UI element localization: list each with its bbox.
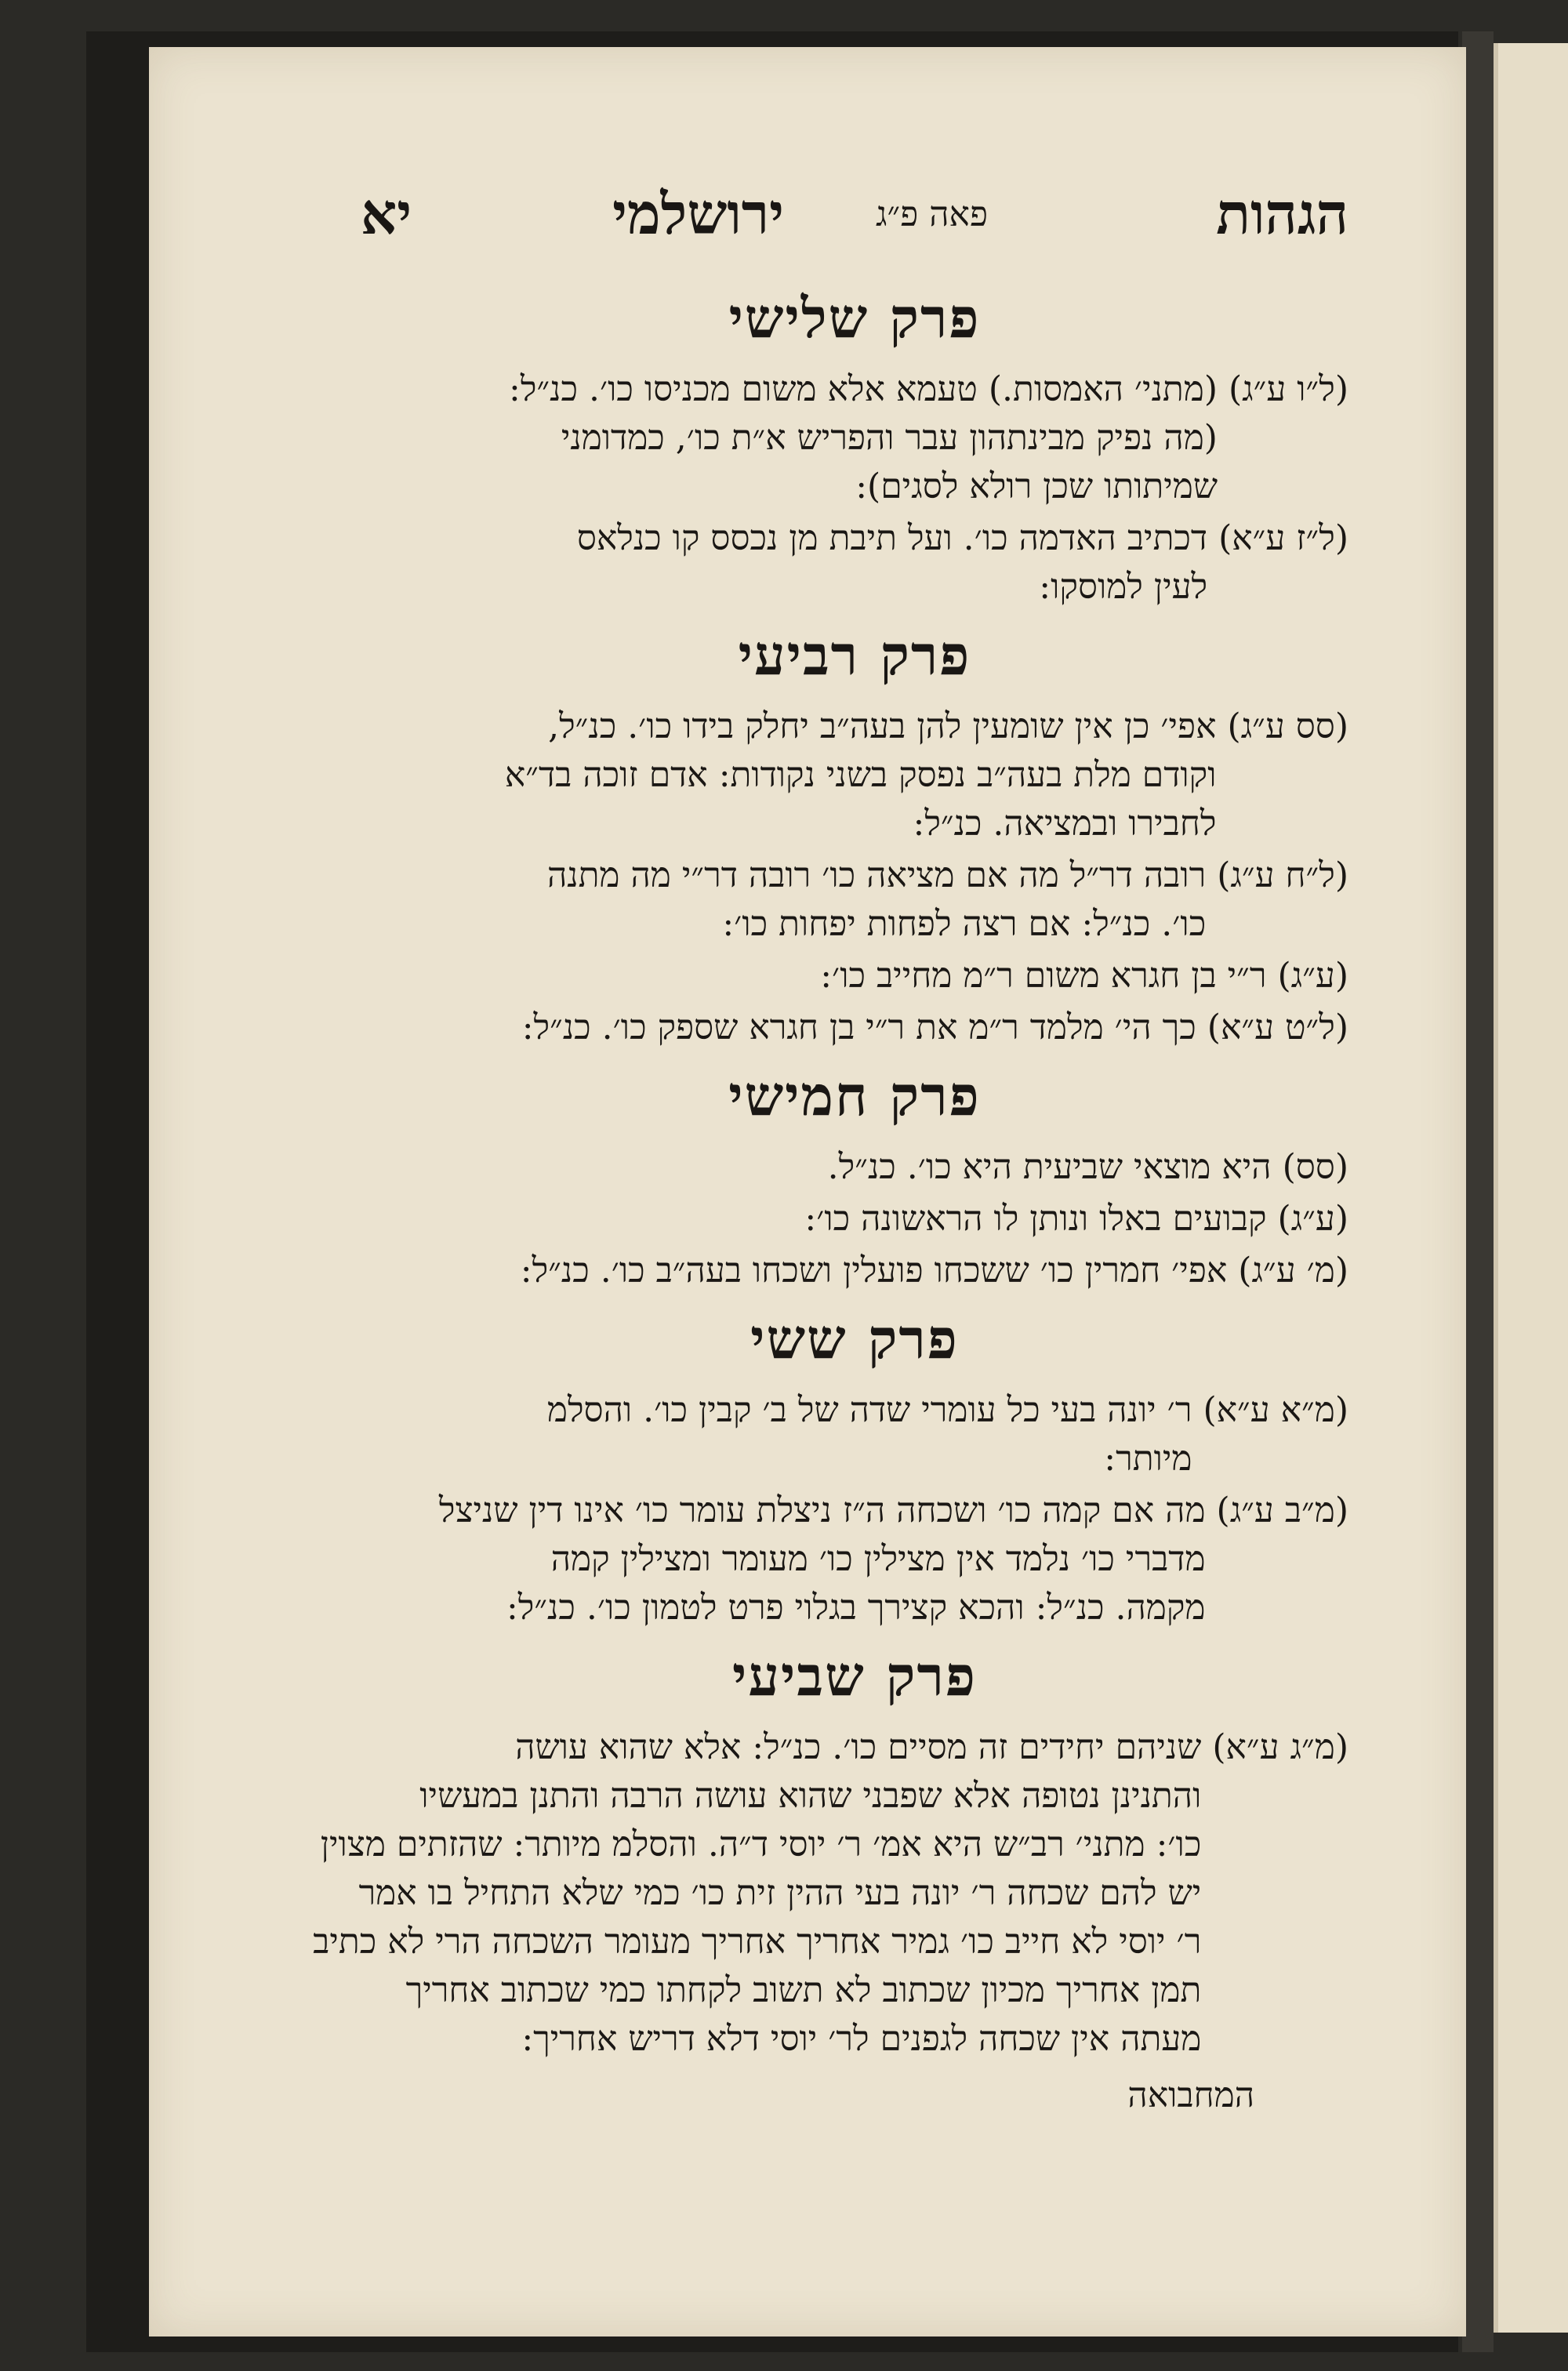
text-line: וקודם מלת בעה״ב נפסק בשני נקודות: אדם זוכה בד״א xyxy=(504,755,1217,795)
gloss-entry xyxy=(361,514,1348,612)
gloss-entry xyxy=(361,952,1348,1000)
header-title-right: הגהות xyxy=(1216,180,1348,247)
gloss-entry xyxy=(361,1386,1348,1483)
folio-reference: (סס ע״ג) xyxy=(1227,706,1348,746)
text-line: קבועים באלו ונותן לו הראשונה כו׳: xyxy=(804,1199,1267,1239)
text-line: יש להם שכחה ר׳ יונה בעי ההין זית כו׳ כמי שלא התחיל בו אמר xyxy=(358,1873,1202,1913)
gloss-text xyxy=(361,1195,1267,1244)
gloss-entry xyxy=(361,1487,1348,1632)
running-head xyxy=(361,180,1348,274)
gloss-text xyxy=(361,703,1216,848)
gloss-entry xyxy=(361,1247,1348,1295)
folio-reference: (ל״ו ע״ג) xyxy=(1228,369,1348,409)
folio-reference: (ע״ג) xyxy=(1277,956,1348,996)
text-line: (מה נפיק מבינתהון עבר והפריש א״ת כו׳, כמדומני xyxy=(561,418,1218,458)
folio-reference: (ל״ז ע״א) xyxy=(1218,518,1348,558)
text-line: ר׳ יונה בעי כל עומרי שדה של ב׳ קבין כו׳. והסלמ xyxy=(546,1390,1192,1430)
gloss-text xyxy=(361,365,1218,511)
folio-reference: (סס) xyxy=(1282,1147,1348,1187)
gloss-entry xyxy=(361,703,1348,848)
gloss-entry xyxy=(361,1004,1348,1052)
text-line: לעין למוסקו: xyxy=(1039,567,1208,607)
text-line: מדברי כו׳ נלמד אין מצילין כו׳ מעומר ומצילין קמה xyxy=(550,1539,1206,1579)
text-line: מעתה אין שכחה לגפנים לר׳ יוסי דלא דריש אחריך: xyxy=(521,2019,1202,2059)
chapter-title: פרק רביעי xyxy=(738,623,971,688)
header-title-left: ירושלמי xyxy=(612,180,784,247)
chapter-title: פרק שלישי xyxy=(728,285,981,350)
adjacent-page-edge xyxy=(1494,43,1568,2333)
text-line: מקמה. כנ״ל: והכא קצירך בגלוי פרט לטמון כו׳. כנ״ל: xyxy=(506,1588,1206,1628)
text-line: כו׳. כנ״ל: אם רצה לפחות יפחות כו׳: xyxy=(722,904,1207,944)
page-number: יא xyxy=(361,180,412,247)
book-gutter xyxy=(1462,31,1494,2352)
gloss-entry xyxy=(313,1723,1348,2064)
chapter-title: פרק ששי xyxy=(750,1306,959,1371)
text-line: (מתני׳ האמסות.) טעמא אלא משום מכניסו כו׳. כנ״ל: xyxy=(509,369,1218,409)
folio-reference: (ל״ח ע״ג) xyxy=(1217,855,1348,895)
chapter-title: פרק חמישי xyxy=(728,1063,981,1128)
folio-reference: (ע״ג) xyxy=(1277,1199,1348,1239)
gloss-entry xyxy=(361,365,1348,511)
page-content xyxy=(313,180,1348,2120)
text-line: אפי׳ כן אין שומעין להן בעה״ב יחלק בידו כו׳. כנ״ל, xyxy=(548,706,1217,746)
text-line: שניהם יחידים זה מסיים כו׳. כנ״ל: אלא שהוא עושה xyxy=(515,1727,1202,1767)
text-line: לחבירו ובמציאה. כנ״ל: xyxy=(913,804,1217,844)
gloss-text xyxy=(361,1143,1272,1192)
folio-reference: (מ״ג ע״א) xyxy=(1212,1727,1348,1767)
folio-reference: (מ״א ע״א) xyxy=(1203,1390,1348,1430)
gloss-text xyxy=(361,1386,1192,1483)
catchword: המחבואה xyxy=(1127,2075,1254,2115)
folio-reference: (ל״ט ע״א) xyxy=(1207,1008,1348,1048)
text-line: מה אם קמה כו׳ ושכחה ה״ז ניצלת עומר כו׳ אינו דין שניצל xyxy=(438,1490,1206,1530)
gloss-text xyxy=(313,1723,1201,2064)
text-line: ר׳ יוסי לא חייב כו׳ גמיר אחריך אחריך מעומר השכחה הרי לא כתיב xyxy=(313,1922,1202,1962)
chapter-title: פרק שביעי xyxy=(732,1643,977,1708)
text-line: רובה דר״ל מה אם מציאה כו׳ רובה דר״י מה מתנה xyxy=(546,855,1207,895)
text-line: שמיתותו שכן רולא לסגים): xyxy=(855,467,1218,507)
gloss-text xyxy=(361,514,1207,612)
chapters xyxy=(313,285,1348,2064)
text-line: והתנינן נטופה אלא שפבני שהוא עושה הרבה והתנן במעשיו xyxy=(419,1776,1202,1816)
gloss-entry xyxy=(361,851,1348,949)
folio-reference: (מ״ב ע״ג) xyxy=(1216,1490,1348,1530)
gloss-entry xyxy=(361,1195,1348,1244)
gloss-text xyxy=(361,1487,1206,1632)
gloss-text xyxy=(361,851,1206,949)
gloss-text xyxy=(361,1004,1196,1052)
folio-reference: (מ׳ ע״ג) xyxy=(1238,1251,1348,1291)
text-line: ר״י בן חגרא משום ר״מ מחייב כו׳: xyxy=(820,956,1267,996)
text-line: כו׳: מתני׳ רב״ש היא אמ׳ ר׳ יוסי ד״ה. והסלמ מיותר: שהזתים מצוין xyxy=(320,1825,1202,1864)
gloss-entry xyxy=(361,1143,1348,1192)
header-section: פאה פ״ג xyxy=(875,194,988,234)
text-line: אפי׳ חמרין כו׳ ששכחו פועלין ושכחו בעה״ב כו׳. כנ״ל: xyxy=(520,1251,1228,1291)
gloss-text xyxy=(361,1247,1227,1295)
text-line: היא מוצאי שביעית היא כו׳. כנ״ל. xyxy=(827,1147,1272,1187)
gloss-text xyxy=(361,952,1267,1000)
text-line: כך הי׳ מלמד ר״מ את ר״י בן חגרא שספק כו׳. כנ״ל: xyxy=(521,1008,1196,1048)
text-line: מיותר: xyxy=(1104,1439,1192,1479)
text-line: דכתיב האדמה כו׳. ועל תיבת מן נכסס קו כנלאס xyxy=(576,518,1208,558)
text-line: תמן אחריך מכיון שכתוב לא תשוב לקחתו כמי שכתוב אחריך xyxy=(405,1970,1202,2010)
